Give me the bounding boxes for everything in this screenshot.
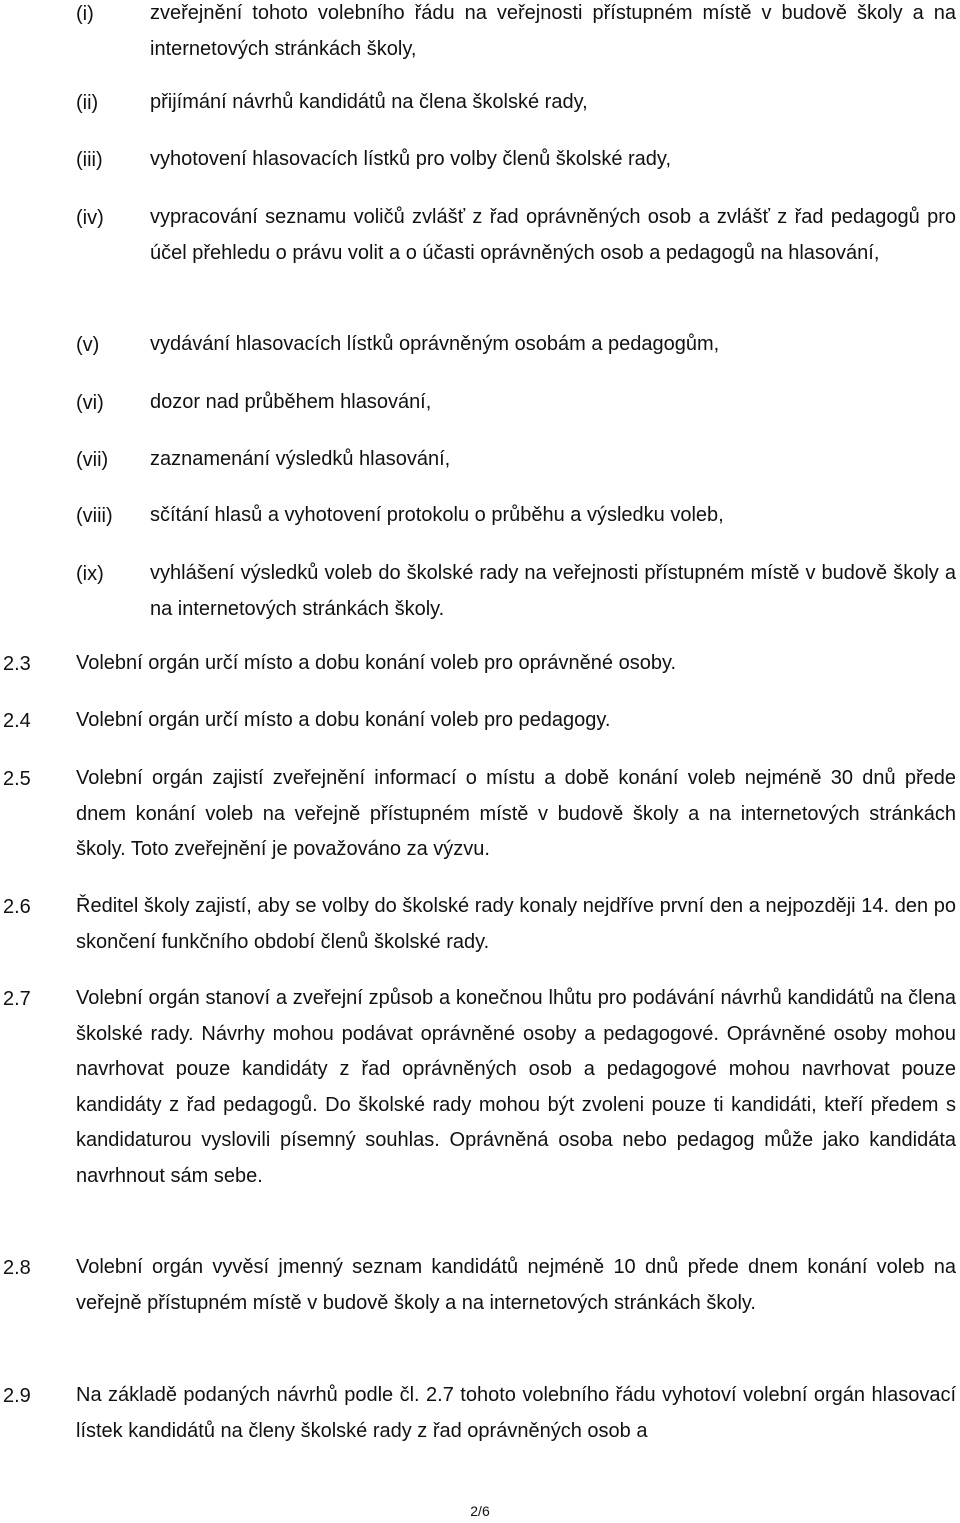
subitem-text: vyhlášení výsledků voleb do školské rady na veřejnosti přístupném místě v budově školy a na internetových stránkách školy. bbox=[150, 562, 956, 620]
subitem-text: přijímání návrhů kandidátů na člena školské rady, bbox=[150, 91, 588, 113]
section-number: 2.9 bbox=[3, 1385, 31, 1407]
subitem-text: vydávání hlasovacích lístků oprávněným osobám a pedagogům, bbox=[150, 333, 720, 355]
subitem-marker: (v) bbox=[76, 334, 100, 356]
section-text: Ředitel školy zajistí, aby se volby do školské rady konaly nejdříve první den a nejpozději 14. den po skončení funkčního období členů školské rady. bbox=[76, 895, 956, 953]
subitem-text: sčítání hlasů a vyhotovení protokolu o průběhu a výsledku voleb, bbox=[150, 504, 724, 526]
subitem-marker: (i) bbox=[76, 3, 94, 25]
subitem-text: dozor nad průběhem hlasování, bbox=[150, 391, 432, 413]
section-number: 2.3 bbox=[3, 653, 31, 675]
section-number: 2.8 bbox=[3, 1257, 31, 1279]
section-text: Volební orgán vyvěsí jmenný seznam kandidátů nejméně 10 dnů přede dnem konání voleb na veřejně přístupném místě v budově školy a na internetových stránkách školy. bbox=[76, 1256, 956, 1314]
subitem-text: vyhotovení hlasovacích lístků pro volby členů školské rady, bbox=[150, 148, 671, 170]
subitem-text: vypracování seznamu voličů zvlášť z řad oprávněných osob a zvlášť z řad pedagogů pro účel přehledu o právu volit a o účasti oprávněných osob a pedagogů na hlasování, bbox=[150, 206, 956, 264]
section-text: Volební orgán zajistí zveřejnění informací o místu a době konání voleb nejméně 30 dnů přede dnem konání voleb na veřejně přístupném místě v budově školy a na internetových stránkách školy. Toto zveřejnění je považováno za výzvu. bbox=[76, 767, 956, 860]
subitem-marker: (ii) bbox=[76, 92, 99, 114]
subitem-marker: (vi) bbox=[76, 392, 104, 414]
subitem-text: zveřejnění tohoto volebního řádu na veřejnosti přístupném místě v budově školy a na internetových stránkách školy, bbox=[150, 2, 956, 60]
section-text: Na základě podaných návrhů podle čl. 2.7 tohoto volebního řádu vyhotoví volební orgán hlasovací lístek kandidátů na členy školské rady z řad oprávněných osob a bbox=[76, 1384, 956, 1442]
section-number: 2.5 bbox=[3, 768, 31, 790]
section-text: Volební orgán stanoví a zveřejní způsob a konečnou lhůtu pro podávání návrhů kandidátů na člena školské rady. Návrhy mohou podávat oprávněné osoby a pedagogové. Oprávněné osoby mohou navrhovat pouze kandidáty z řad oprávněných osob a pedagogové mohou navrhovat pouze kandidáty z řad pedagogů. Do školské rady mohou být zvoleni pouze ti kandidáti, kteří předem s kandidaturou vyslovili písemný souhlas. Oprávněná osoba nebo pedagog může jako kandidáta navrhnout sám sebe. bbox=[76, 987, 956, 1187]
section-number: 2.6 bbox=[3, 896, 31, 918]
section-text: Volební orgán určí místo a dobu konání voleb pro pedagogy. bbox=[76, 709, 611, 731]
subitem-marker: (iii) bbox=[76, 149, 103, 171]
section-text: Volební orgán určí místo a dobu konání voleb pro oprávněné osoby. bbox=[76, 652, 677, 674]
subitem-marker: (iv) bbox=[76, 207, 104, 229]
section-number: 2.7 bbox=[3, 988, 31, 1010]
section-number: 2.4 bbox=[3, 710, 31, 732]
subitem-marker: (viii) bbox=[76, 505, 113, 527]
subitem-marker: (ix) bbox=[76, 563, 104, 585]
page-number: 2/6 bbox=[470, 1503, 490, 1519]
subitem-marker: (vii) bbox=[76, 449, 109, 471]
subitem-text: zaznamenání výsledků hlasování, bbox=[150, 448, 451, 470]
